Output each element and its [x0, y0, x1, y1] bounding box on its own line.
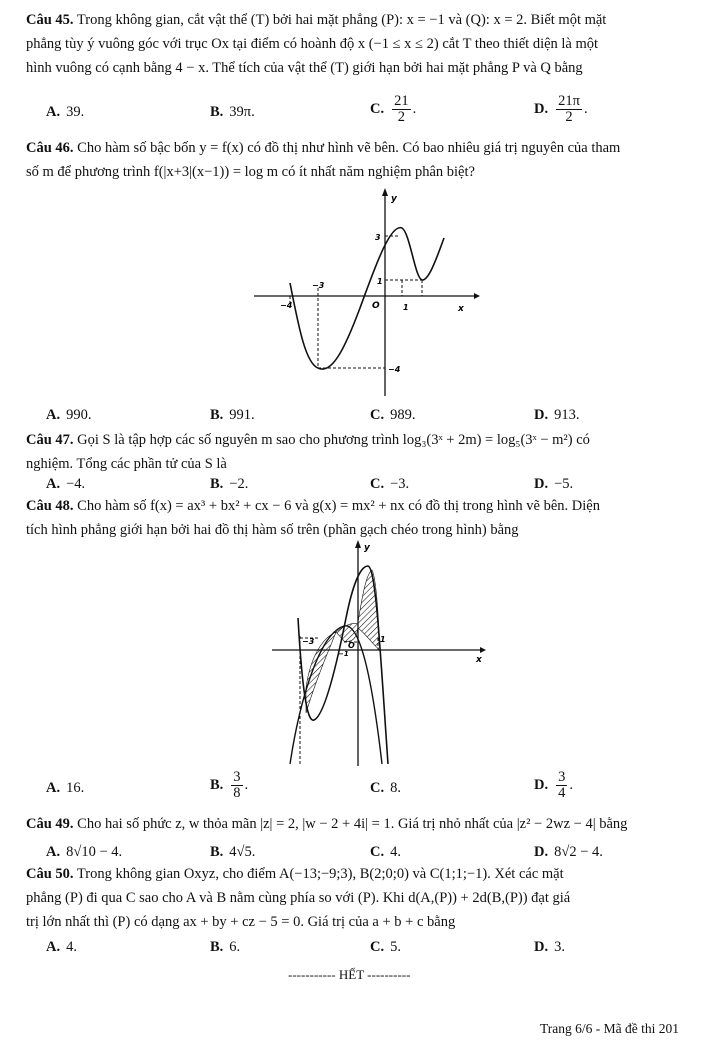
area-graph: [262, 538, 492, 770]
question-label: Câu 47.: [26, 432, 74, 448]
tick-label: −3: [302, 637, 315, 646]
tick-label: −1: [338, 650, 349, 658]
tick-label: −4: [280, 301, 293, 310]
quartic-curve: [290, 228, 444, 369]
question-text: Trong không gian, cắt vật thể (T) bởi hai mặt phẳng (P): x = −1 và (Q): x = 2. Biết một mặt: [76, 12, 607, 28]
y-axis-label: y: [391, 194, 397, 204]
tick-label: −4: [388, 365, 401, 374]
origin-label: O: [372, 301, 380, 311]
question-50: [26, 862, 708, 934]
question-label: Câu 45.: [26, 12, 74, 28]
option-a[interactable]: A. 8√10 − 4.: [46, 844, 123, 860]
question-text: phẳng tùy ý vuông góc với trục Ox tại điểm có hoành độ x (−1 ≤ x ≤ 2) cắt T theo thiết diện là một: [26, 36, 599, 52]
option-d[interactable]: D. $\frac{21\pi}{2}$ .: [534, 93, 588, 125]
question-text: Cho hai số phức z, w thỏa mãn |z| = 2, |w − 2 + 4i| = 1. Giá trị nhỏ nhất của |z² − 2wz − 4| bằng: [77, 816, 628, 832]
option-b[interactable]: B. 991.: [210, 407, 255, 423]
option-c[interactable]: C. $\frac{21}{2}$ .: [370, 93, 417, 125]
option-c[interactable]: C. 4.: [370, 844, 401, 860]
option-a[interactable]: A. 990.: [46, 407, 92, 423]
option-b[interactable]: B. 4√5.: [210, 844, 256, 860]
x-axis-arrow: [480, 647, 486, 653]
y-axis-arrow: [355, 540, 361, 548]
option-b[interactable]: B. 6.: [210, 939, 241, 955]
question-text: Trong không gian Oxyz, cho điểm A(−13;−9;3), B(2;0;0) và C(1;1;−1). Xét các mặt: [76, 866, 564, 882]
y-axis-label: y: [364, 543, 370, 553]
option-d[interactable]: D. 8√2 − 4.: [534, 844, 603, 860]
option-c[interactable]: C. 5.: [370, 939, 401, 955]
question-text: phẳng (P) đi qua C sao cho A và B nằm cùng phía so với (P). Khi d(A,(P)) + 2d(B,(P)) đạt giá: [26, 890, 571, 906]
question-text: Gọi S là tập hợp các số nguyên m sao cho phương trình log₃(3ˣ + 2m) = log₅(3ˣ − m²) có: [77, 432, 590, 448]
question-49: [26, 812, 708, 836]
tick-label: 1: [377, 277, 383, 286]
option-c[interactable]: C. 989.: [370, 407, 416, 423]
x-axis-label: x: [476, 655, 482, 665]
question-text: tích hình phẳng giới hạn bởi hai đồ thị hàm số trên (phần gạch chéo trong hình) bằng: [26, 522, 519, 538]
option-a[interactable]: A. 4.: [46, 939, 77, 955]
question-46: [26, 136, 708, 184]
tick-label: 1: [380, 635, 386, 644]
question-45: [26, 8, 708, 80]
option-b[interactable]: B. 39π.: [210, 104, 255, 120]
question-label: Câu 49.: [26, 816, 74, 832]
option-a[interactable]: A. 16.: [46, 780, 85, 796]
quartic-graph: [250, 188, 480, 398]
tick-label: 3: [375, 233, 381, 242]
y-axis-arrow: [382, 188, 388, 196]
option-c[interactable]: C. 8.: [370, 780, 401, 796]
end-mark: ----------- HẾT ----------: [288, 967, 411, 982]
question-text: Cho hàm số bậc bốn y = f(x) có đồ thị như hình vẽ bên. Có bao nhiêu giá trị nguyên của tham: [77, 140, 621, 156]
page-footer: Trang 6/6 - Mã đề thi 201: [540, 1021, 679, 1036]
question-text: số m để phương trình f(|x+3|(x−1)) = log m có ít nhất năm nghiệm phân biệt?: [26, 164, 475, 180]
question-48: [26, 494, 708, 542]
option-d[interactable]: D. −5.: [534, 476, 574, 492]
question-47: [26, 428, 708, 476]
option-b[interactable]: B. $\frac{3}{8}$ .: [210, 769, 249, 801]
tick-label: −3: [312, 281, 325, 290]
option-d[interactable]: D. $\frac{3}{4}$ .: [534, 769, 573, 801]
question-text: hình vuông có cạnh bằng 4 − x. Thể tích của vật thể (T) giới hạn bởi hai mặt phẳng P và Q bằng: [26, 60, 583, 76]
option-d[interactable]: D. 913.: [534, 407, 580, 423]
option-a[interactable]: A. −4.: [46, 476, 86, 492]
origin-label: O: [348, 641, 355, 650]
question-text: trị lớn nhất thì (P) có dạng ax + by + cz − 5 = 0. Giá trị của a + b + c bằng: [26, 914, 456, 930]
x-axis-arrow: [474, 293, 480, 299]
question-text: Cho hàm số f(x) = ax³ + bx² + cx − 6 và g(x) = mx² + nx có đồ thị trong hình vẽ bên. Diện: [77, 498, 600, 514]
option-a[interactable]: A. 39.: [46, 104, 85, 120]
tick-label: 1: [403, 303, 409, 312]
question-label: Câu 46.: [26, 140, 74, 156]
option-d[interactable]: D. 3.: [534, 939, 565, 955]
parabola-curve: [290, 626, 382, 764]
option-c[interactable]: C. −3.: [370, 476, 410, 492]
question-text: nghiệm. Tổng các phần tử của S là: [26, 456, 227, 472]
x-axis-label: x: [458, 304, 464, 314]
option-b[interactable]: B. −2.: [210, 476, 249, 492]
question-label: Câu 50.: [26, 866, 74, 882]
question-label: Câu 48.: [26, 498, 74, 514]
